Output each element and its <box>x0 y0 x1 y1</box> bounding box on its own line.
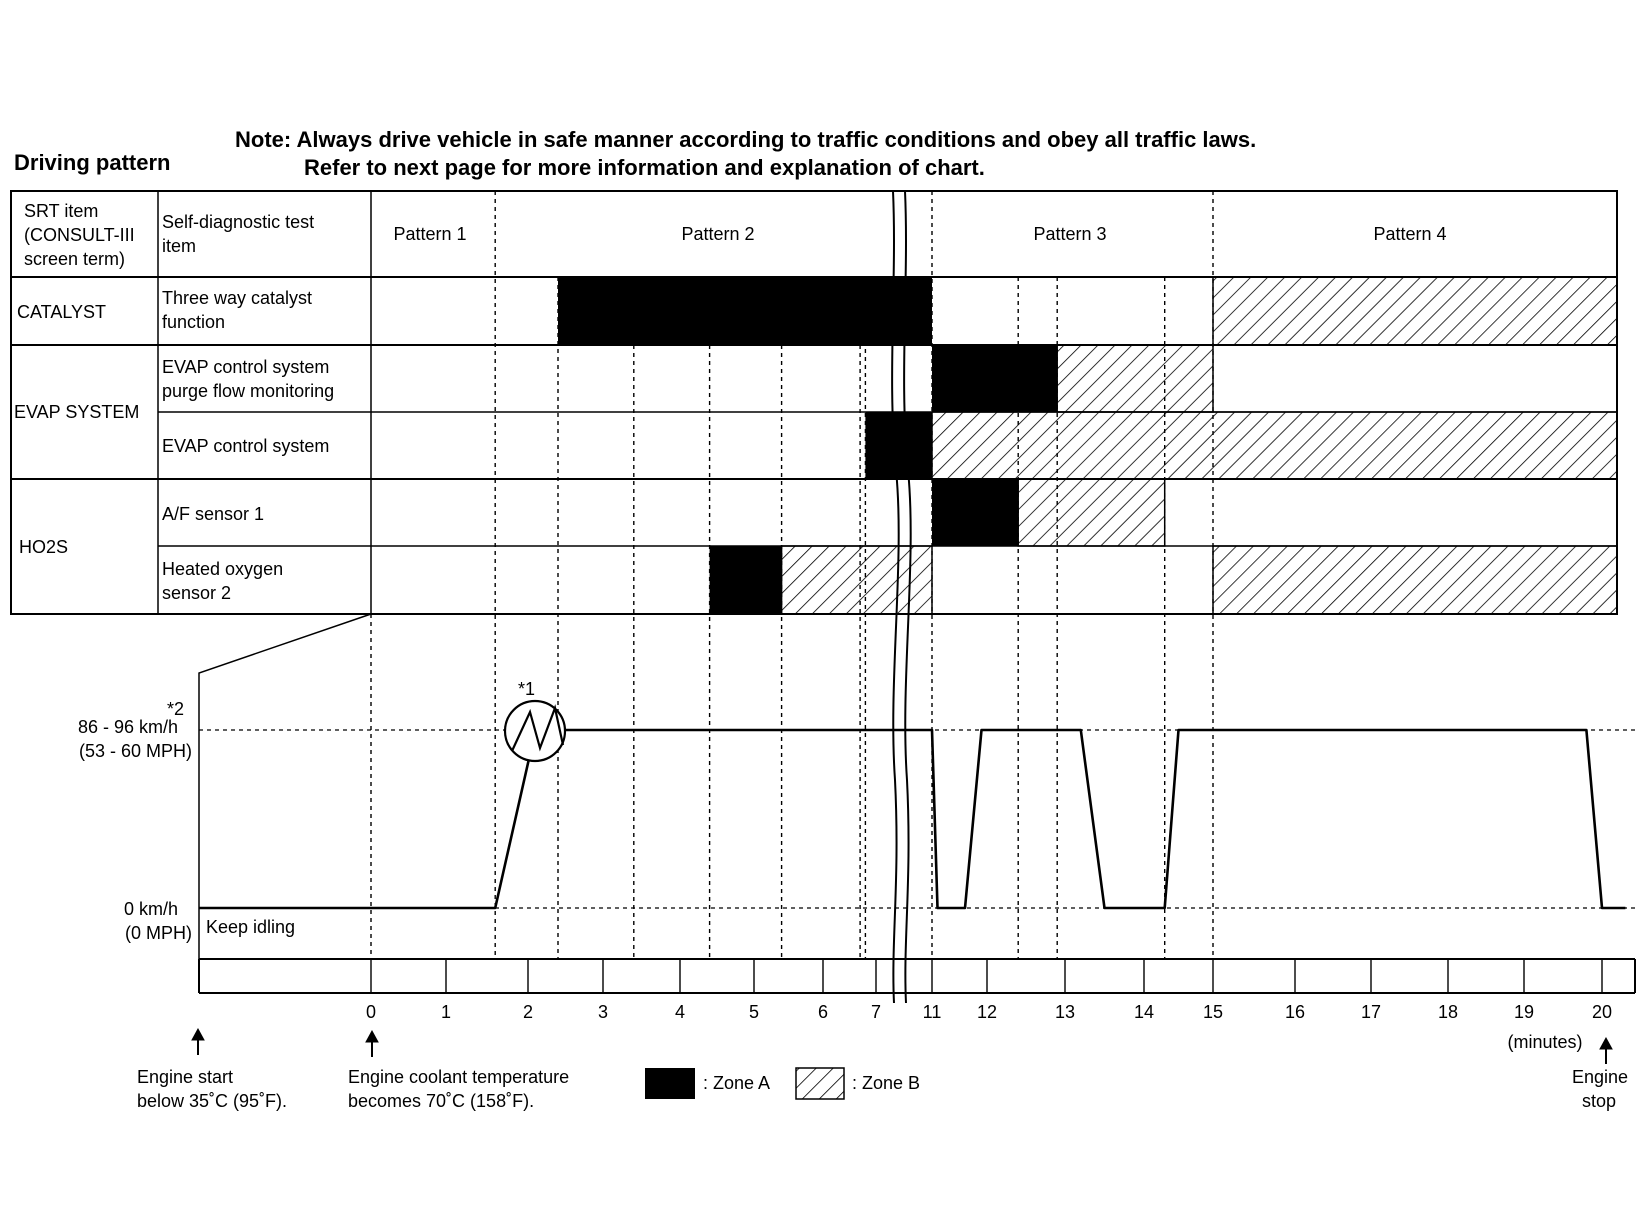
time-tick-label: 6 <box>817 1002 829 1022</box>
speed-high-kmh: 86 - 96 km/h <box>77 717 178 737</box>
zone-b-block <box>932 412 1617 479</box>
time-tick-label: 16 <box>1284 1002 1306 1022</box>
row-label-af-sensor: A/F sensor 1 <box>162 504 265 524</box>
group-label-evap: EVAP SYSTEM <box>14 402 140 422</box>
header-srt-item <box>24 201 140 269</box>
note-line-1: Note: Always drive vehicle in safe manner according to traffic conditions and obey all traffic laws. <box>235 127 1257 152</box>
legend-zone-b-swatch <box>796 1068 844 1099</box>
zone-b-block <box>1018 479 1164 546</box>
time-tick-label: 17 <box>1360 1002 1382 1022</box>
header-test-line: Self-diagnostic test <box>162 212 315 232</box>
time-tick-label: 0 <box>365 1002 377 1022</box>
engine-stop-line: stop <box>1582 1091 1617 1111</box>
row-label-heated-o2 <box>162 559 288 603</box>
time-tick-label: 7 <box>870 1002 882 1022</box>
engine-stop-arrowhead <box>1600 1038 1612 1049</box>
time-tick-label: 13 <box>1054 1002 1076 1022</box>
time-tick-label: 1 <box>440 1002 452 1022</box>
time-tick-label: 19 <box>1513 1002 1535 1022</box>
header-test-item <box>162 212 319 256</box>
header-srt-line: (CONSULT-III <box>24 225 135 245</box>
header-srt-line: SRT item <box>24 201 99 221</box>
note-line-2: Refer to next page for more information and explanation of chart. <box>304 155 985 180</box>
engine-stop-line: Engine <box>1572 1067 1629 1087</box>
zone-a-block <box>710 546 782 614</box>
row-label-evap-purge <box>162 357 334 401</box>
note-1-marker <box>505 679 565 761</box>
zone-a-block <box>558 277 932 345</box>
zone-a-block <box>932 479 1018 546</box>
engine-start-arrowhead <box>192 1029 204 1040</box>
table-body-labels <box>14 288 334 603</box>
legend-zone-a-swatch <box>645 1068 695 1099</box>
event-markers <box>192 1029 1612 1064</box>
header-pattern-1: Pattern 1 <box>393 224 467 244</box>
zones-layer <box>558 277 1617 614</box>
time-tick-label: 20 <box>1591 1002 1613 1022</box>
zone-b-block <box>1213 277 1617 345</box>
zone-b-block <box>1057 345 1213 412</box>
time-tick-label: 5 <box>748 1002 760 1022</box>
legend <box>645 1068 920 1099</box>
time-unit-label: (minutes) <box>1507 1032 1583 1052</box>
zone-b-block <box>1213 546 1617 614</box>
time-tick-label: 2 <box>522 1002 534 1022</box>
coolant-label <box>348 1067 574 1111</box>
header-pattern-2: Pattern 2 <box>681 224 755 244</box>
zone-a-block <box>932 345 1057 412</box>
header-pattern-3: Pattern 3 <box>1033 224 1107 244</box>
engine-start-line: Engine start <box>137 1067 234 1087</box>
coolant-line: becomes 70˚C (158˚F). <box>348 1091 535 1111</box>
speed-high-mph: (53 - 60 MPH) <box>78 741 192 761</box>
row-label-line: sensor 2 <box>162 583 232 603</box>
row-label-line: Heated oxygen <box>162 559 284 579</box>
group-label-ho2s: HO2S <box>19 537 69 557</box>
coolant-line: Engine coolant temperature <box>348 1067 570 1087</box>
legend-zone-b-label: : Zone B <box>852 1073 921 1093</box>
legend-zone-a-label: : Zone A <box>703 1073 771 1093</box>
time-axis-bar <box>199 959 1635 993</box>
row-label-line: Three way catalyst <box>162 288 313 308</box>
header-test-line: item <box>162 236 197 256</box>
speed-low-kmh: 0 km/h <box>123 899 178 919</box>
time-tick-label: 15 <box>1202 1002 1224 1022</box>
row-label-evap-control: EVAP control system <box>162 436 330 456</box>
speed-profile-line <box>199 730 1625 908</box>
row-label-line: EVAP control system <box>162 357 330 377</box>
time-tick-labels <box>366 1002 1612 1022</box>
note-2-marker: *2 <box>167 699 185 719</box>
time-tick-label: 14 <box>1133 1002 1155 1022</box>
speed-low-mph: (0 MPH) <box>125 923 192 943</box>
header-srt-line: screen term) <box>24 249 126 269</box>
row-label-catalyst-function <box>162 288 317 332</box>
coolant-arrowhead <box>366 1031 378 1042</box>
engine-start-line: below 35˚C (95˚F). <box>137 1091 288 1111</box>
row-label-line: function <box>162 312 226 332</box>
time-tick-label: 12 <box>976 1002 998 1022</box>
keep-idling-label: Keep idling <box>206 917 296 937</box>
time-tick-label: 4 <box>674 1002 686 1022</box>
time-tick-label: 3 <box>597 1002 609 1022</box>
table-header <box>24 201 1447 269</box>
zone-a-block <box>865 412 932 479</box>
engine-stop-label <box>1572 1067 1633 1111</box>
note-1-label: *1 <box>518 679 536 699</box>
time-tick-label: 18 <box>1437 1002 1459 1022</box>
engine-start-label <box>137 1067 287 1111</box>
row-label-line: purge flow monitoring <box>162 381 335 401</box>
page-title: Driving pattern <box>14 150 171 175</box>
group-label-catalyst: CATALYST <box>17 302 107 322</box>
header-pattern-4: Pattern 4 <box>1373 224 1447 244</box>
time-tick-label: 11 <box>922 1002 942 1022</box>
